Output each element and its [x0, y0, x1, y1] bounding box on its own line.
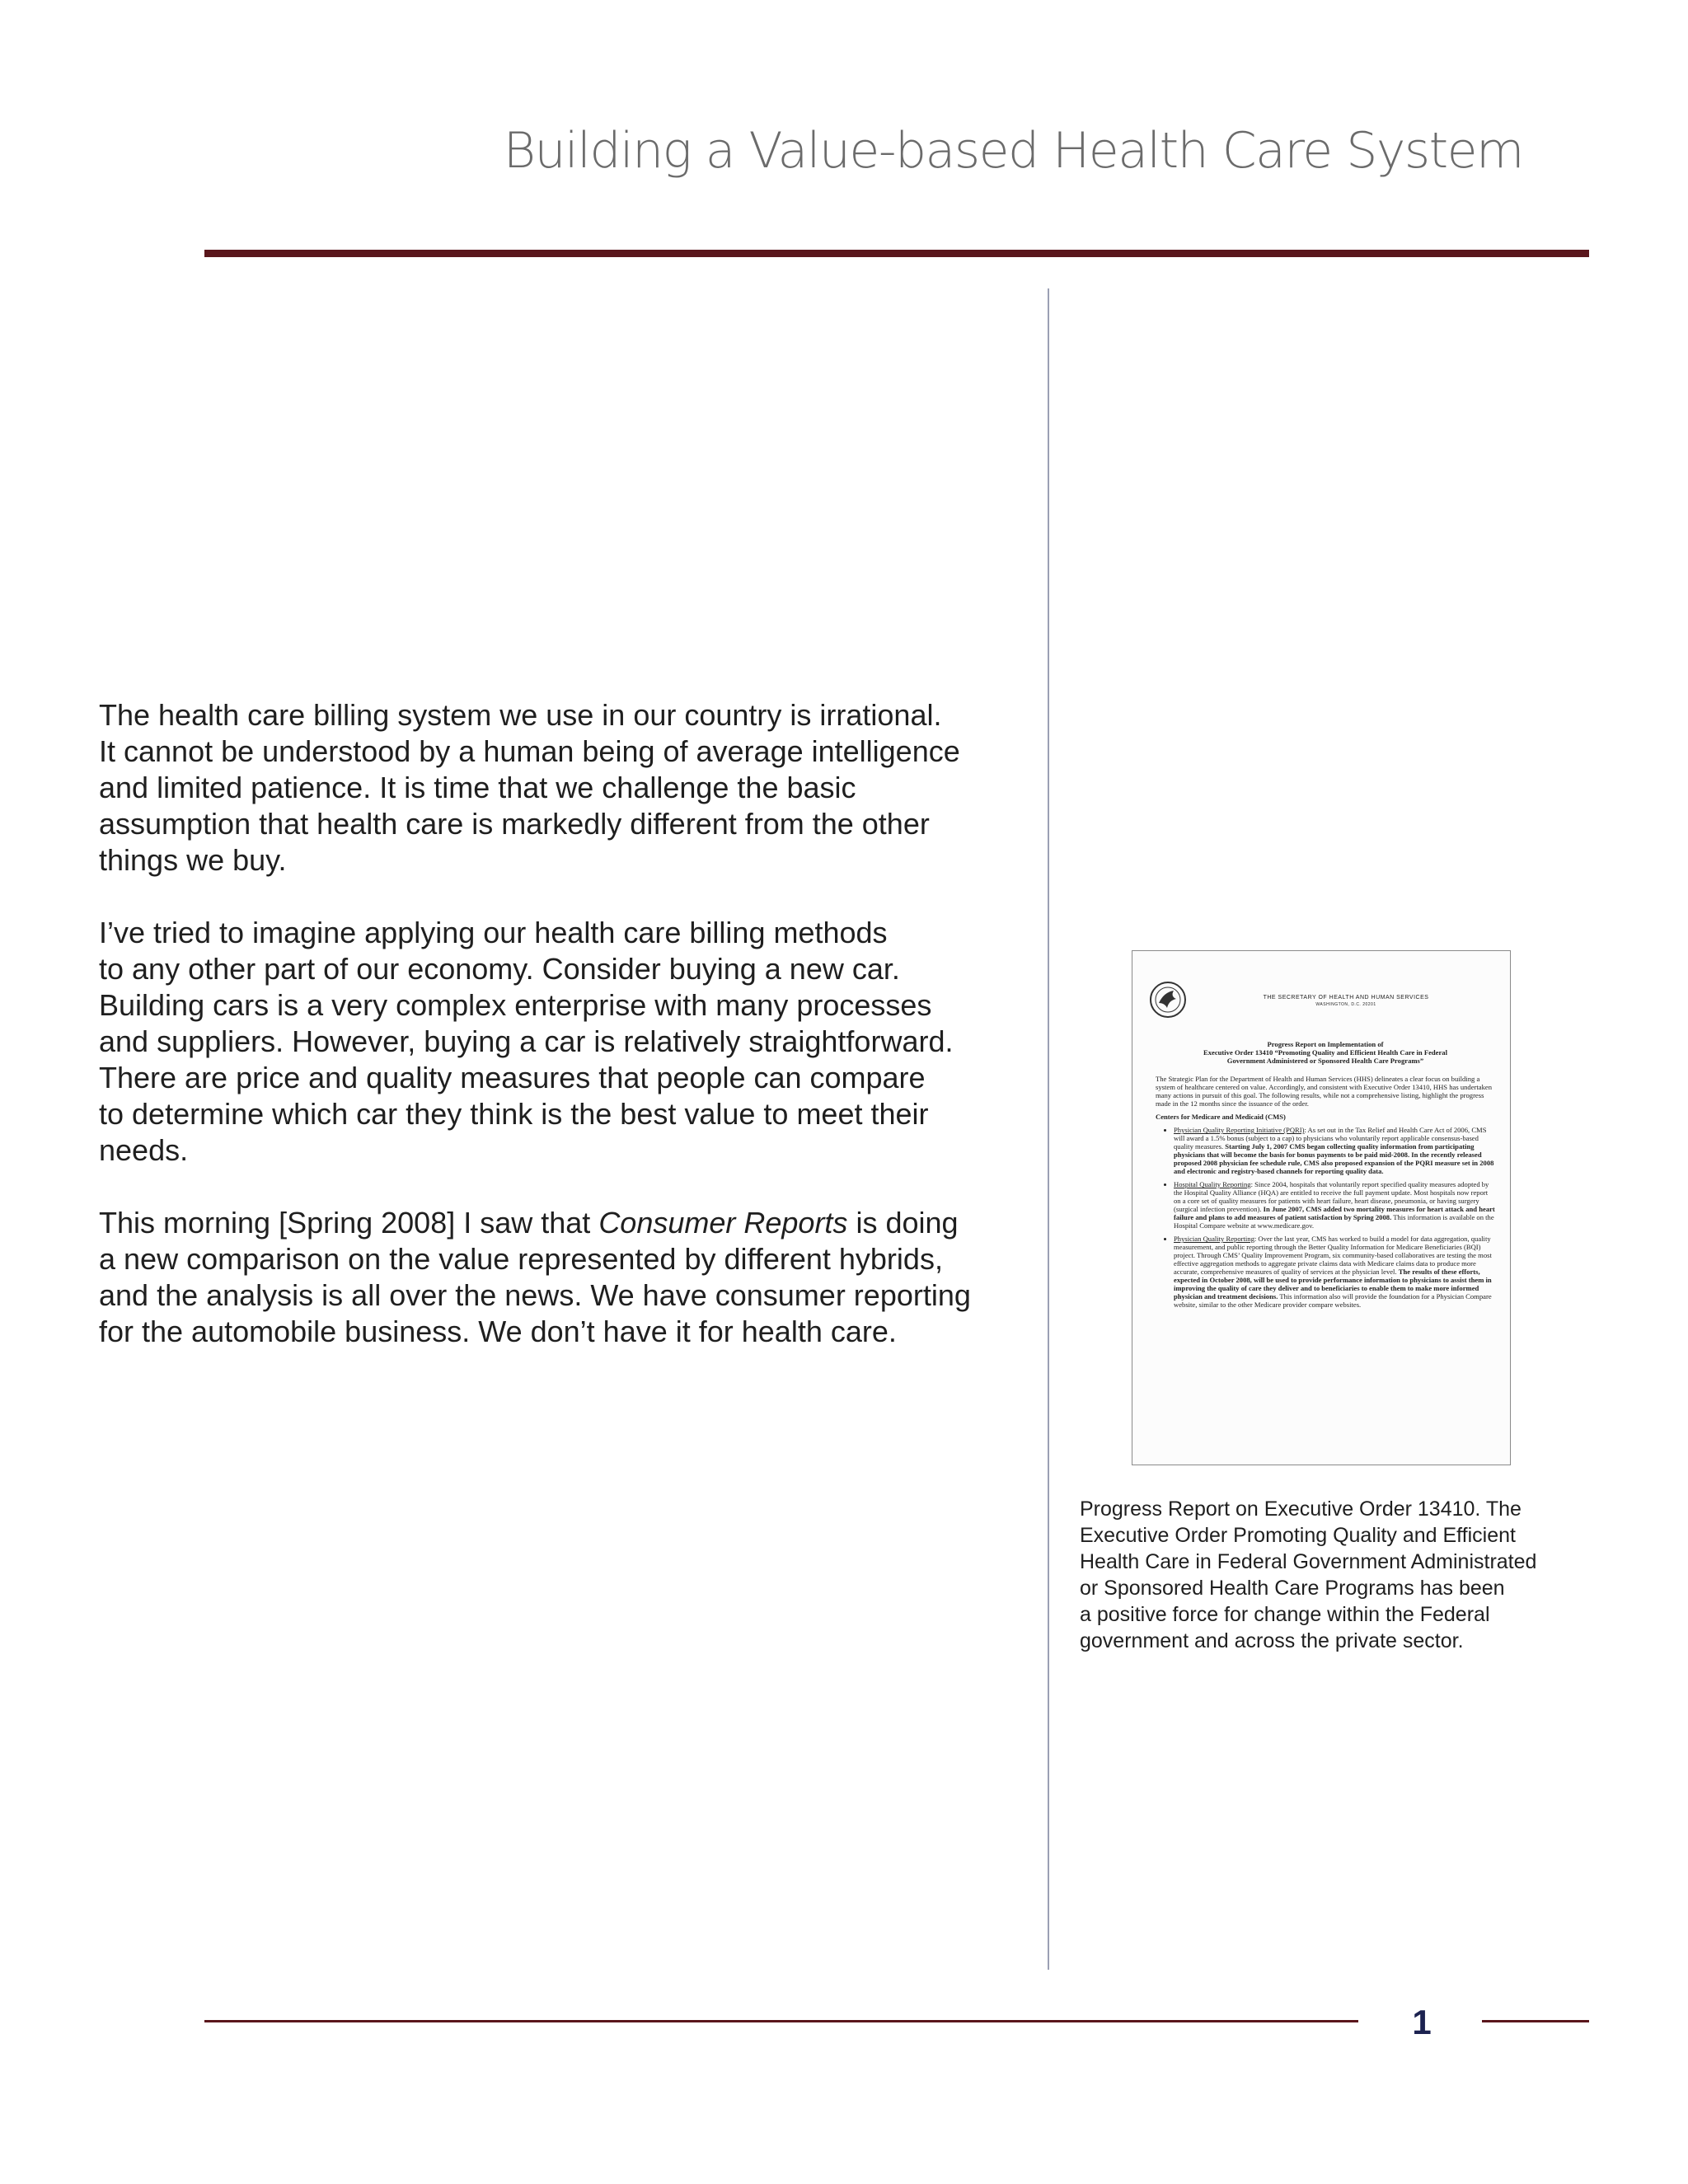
- letterhead-address: WASHINGTON, D.C. 20201: [1315, 1002, 1376, 1007]
- paragraph-consumer-reports: [99, 1205, 1014, 1350]
- column-divider: [1048, 288, 1049, 1970]
- publication-title: Consumer Reports: [598, 1206, 848, 1240]
- document-bullet: [1174, 1126, 1495, 1175]
- caption-line: Health Care in Federal Government Administrated: [1080, 1550, 1537, 1573]
- footer-rule-left: [204, 2020, 1358, 2022]
- footer-rule-right: [1482, 2020, 1589, 2022]
- body-line: things we buy.: [99, 843, 287, 877]
- paragraph-billing-irrational: [99, 697, 1014, 879]
- bullet-label: Physician Quality Reporting Initiative (PQRI): [1174, 1126, 1305, 1134]
- body-line: to any other part of our economy. Consider buying a new car.: [99, 952, 900, 986]
- document-bullet: [1174, 1180, 1495, 1230]
- bullet-bold-text: Starting July 1, 2007 CMS began collecting quality information from participating physicians that will become the basis for bonus payments to be paid mid-2008. In the recently released proposed 2008 physician fee schedule rule, CMS also proposed expansion of the PQRI measure set in 2008 and electronic and registry-based channels for reporting quality data.: [1174, 1142, 1494, 1175]
- running-header-title: Building a Value-based Health Care System: [503, 122, 1523, 180]
- document-bullet-list: [1156, 1126, 1495, 1309]
- body-line: The health care billing system we use in our country is irrational.: [99, 698, 942, 732]
- body-line: [99, 1205, 1014, 1241]
- hhs-seal-icon: [1149, 981, 1187, 1019]
- bullet-bold-text: The results of these efforts, expected in October 2008, will be used to provide performance information to physicians to assist them in improving the quality of care they deliver and to beneficiaries to enable them to make more informed physician and treatment decisions.: [1174, 1268, 1492, 1301]
- document-title-line: Progress Report on Implementation of: [1267, 1040, 1384, 1048]
- body-line: There are price and quality measures that people can compare: [99, 1061, 926, 1094]
- document-title: [1156, 1040, 1495, 1065]
- bullet-label: Hospital Quality Reporting: [1174, 1180, 1251, 1188]
- caption-line: or Sponsored Health Care Programs has been: [1080, 1577, 1505, 1600]
- bullet-text: : Over the last year, CMS has worked to build a model for data aggregation, quality measurement, and public reporting through the Better Quality Information for Medicare Beneficiaries (BQI) project. Through CMS’ Quality Improvement Program, six community-based collaboratives are testing the most effective aggregation methods to aggregate private claims data with Medicare claims data to produce more accurate, comprehensive measures of quality of services at the physician level.: [1174, 1235, 1492, 1276]
- bullet-text: This information is available on the Hospital Compare website at www.medicare.gov.: [1174, 1213, 1494, 1230]
- body-line: Building cars is a very complex enterprise with many processes: [99, 988, 932, 1022]
- header-rule: [204, 250, 1589, 257]
- bullet-text: : As set out in the Tax Relief and Health Care Act of 2006, CMS will award a 1.5% bonus (subject to a cap) to physicians who voluntarily report applicable consensus-based quality measures.: [1174, 1126, 1487, 1151]
- caption-line: a positive force for change within the Federal: [1080, 1603, 1490, 1626]
- document-section-heading: Centers for Medicare and Medicaid (CMS): [1156, 1113, 1286, 1121]
- page-number: 1: [1412, 2003, 1432, 2041]
- caption-line: Progress Report on Executive Order 13410. The: [1080, 1497, 1522, 1521]
- bullet-text: This information also will provide the foundation for a Physician Compare website, similar to the other Medicare provider compare websites.: [1174, 1292, 1492, 1309]
- body-line: and suppliers. However, buying a car is relatively straightforward.: [99, 1024, 954, 1058]
- letterhead-text: THE SECRETARY OF HEALTH AND HUMAN SERVICES: [1263, 995, 1429, 1001]
- document-intro: The Strategic Plan for the Department of Health and Human Services (HHS) delineates a clear focus on building a system of healthcare centered on value. Accordingly, and consistent with Executive Order 13410, HHS has undertaken many actions in pursuit of this goal. The following results, while not a comprehensive listing, highlight the progress made in the 12 months since the issuance of the order.: [1156, 1075, 1492, 1108]
- bullet-bold-text: In June 2007, CMS added two mortality measures for heart attack and heart failure and plans to add measures of patient satisfaction by Spring 2008.: [1174, 1205, 1495, 1221]
- caption-line: government and across the private sector.: [1080, 1629, 1464, 1652]
- body-line: I’ve tried to imagine applying our health care billing methods: [99, 916, 888, 949]
- document-bullet: [1174, 1235, 1495, 1309]
- body-line: assumption that health care is markedly different from the other: [99, 807, 930, 841]
- document-title-line: Executive Order 13410 “Promoting Quality and Efficient Health Care in Federal: [1203, 1048, 1447, 1057]
- paragraph-buying-car: [99, 915, 1014, 1169]
- document-title-line: Government Administered or Sponsored Health Care Programs”: [1226, 1057, 1424, 1065]
- body-line: It cannot be understood by a human being of average intelligence: [99, 734, 960, 768]
- image-caption: [1080, 1496, 1582, 1654]
- body-text-segment: is doing: [847, 1206, 959, 1240]
- body-line: needs.: [99, 1133, 189, 1167]
- body-line: and limited patience. It is time that we challenge the basic: [99, 771, 856, 804]
- bullet-text: : Since 2004, hospitals that voluntarily report specified quality measures adopted by the Hospital Quality Alliance (HQA) are entitled to receive the full payment update. Most hospitals now report on a core set of quality measures for patients with heart failure, heart disease, pneumonia, or having surgery (surgical infection prevention).: [1174, 1180, 1489, 1213]
- body-line: to determine which car they think is the best value to meet their: [99, 1097, 929, 1131]
- body-line: a new comparison on the value represented by different hybrids,: [99, 1242, 943, 1276]
- bullet-label: Physician Quality Reporting: [1174, 1235, 1254, 1243]
- body-line: and the analysis is all over the news. We have consumer reporting: [99, 1278, 971, 1312]
- document-body: [1156, 1040, 1495, 1314]
- document-letterhead: [1190, 995, 1502, 1007]
- body-line: for the automobile business. We don’t have it for health care.: [99, 1315, 897, 1348]
- caption-line: Executive Order Promoting Quality and Efficient: [1080, 1524, 1516, 1547]
- main-body-text: [99, 697, 1014, 1386]
- body-text-segment: This morning [Spring 2008] I saw that: [99, 1206, 599, 1240]
- progress-report-document-image: [1132, 950, 1511, 1465]
